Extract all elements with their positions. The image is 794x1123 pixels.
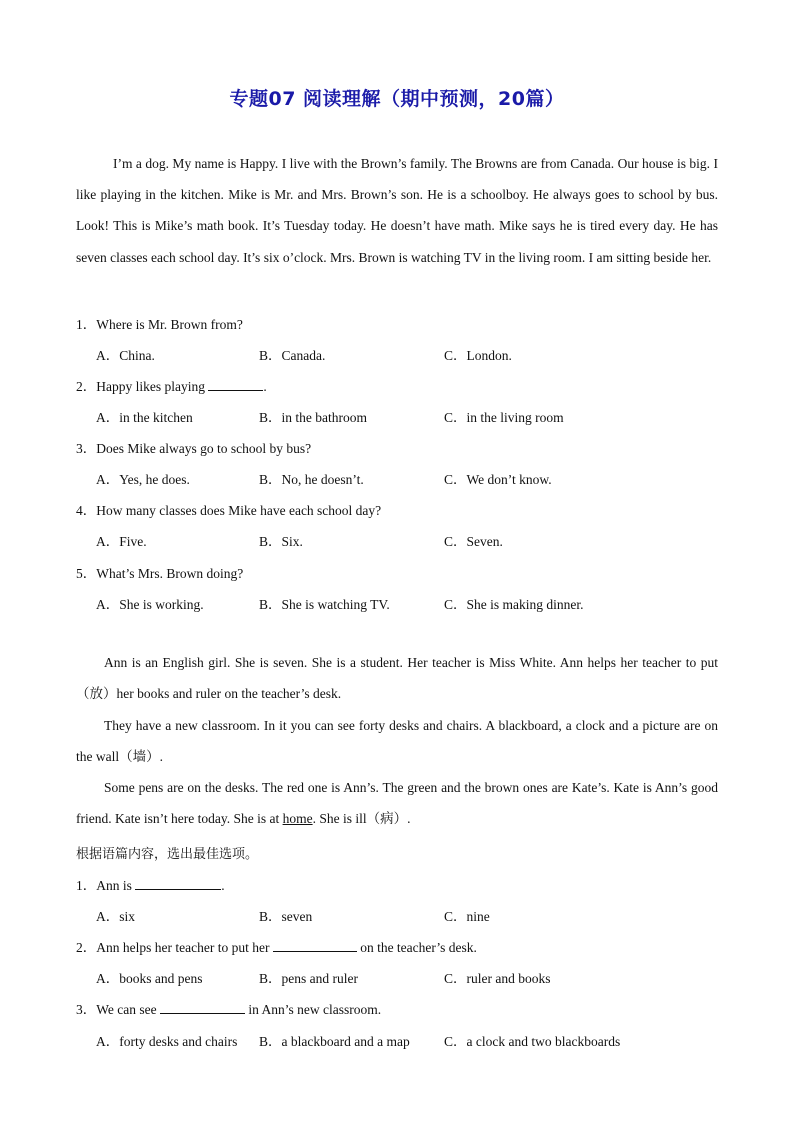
q2-3-option-a[interactable]: A．forty desks and chairs bbox=[96, 1034, 238, 1049]
question-1-2 bbox=[76, 375, 267, 395]
question-1-1: 1．Where is Mr. Brown from? bbox=[76, 317, 243, 332]
question-stem-end: in Ann’s new classroom. bbox=[245, 1002, 382, 1017]
q1-5-option-b[interactable]: B．She is watching TV. bbox=[259, 597, 390, 612]
instruction: 根据语篇内容，选出最佳选项。 bbox=[76, 847, 259, 862]
question-2-3 bbox=[76, 998, 381, 1018]
q1-3-option-b[interactable]: B．No, he doesn’t. bbox=[259, 472, 364, 487]
q1-5-option-c[interactable]: C．She is making dinner. bbox=[444, 597, 584, 612]
q1-3-option-c[interactable]: C．We don’t know. bbox=[444, 472, 552, 487]
page-title: 专题07 阅读理解（期中预测，20篇） bbox=[229, 88, 565, 110]
q1-4-option-b[interactable]: B．Six. bbox=[259, 534, 303, 549]
q1-4-option-c[interactable]: C．Seven. bbox=[444, 534, 503, 549]
q2-1-option-a[interactable]: A．six bbox=[96, 909, 136, 924]
paragraph-text-end: . She is ill（病）. bbox=[312, 811, 411, 827]
question-2-2 bbox=[76, 936, 477, 956]
q2-2-option-c[interactable]: C．ruler and books bbox=[444, 971, 551, 986]
answer-blank bbox=[273, 939, 357, 952]
underlined-word: home bbox=[282, 811, 313, 827]
question-1-3: 3．Does Mike always go to school by bus? bbox=[76, 441, 312, 456]
passage-2-paragraph-3 bbox=[76, 772, 718, 834]
q1-2-option-c[interactable]: C．in the living room bbox=[444, 410, 564, 425]
question-stem: 2．Ann helps her teacher to put her bbox=[76, 940, 273, 955]
passage-2-paragraph-2: They have a new classroom. In it you can see forty desks and chairs. A blackboard, a clock and a picture are on the wall（墙）. bbox=[76, 718, 718, 765]
passage-2-paragraph-1: Ann is an English girl. She is seven. She is a student. Her teacher is Miss White. Ann helps her teacher to put （放）her books and ruler on the teacher’s desk. bbox=[76, 655, 718, 702]
q2-1-option-c[interactable]: C．nine bbox=[444, 909, 490, 924]
q1-3-option-a[interactable]: A．Yes, he does. bbox=[96, 472, 190, 487]
question-1-4: 4．How many classes does Mike have each school day? bbox=[76, 503, 382, 518]
q1-2-option-b[interactable]: B．in the bathroom bbox=[259, 410, 367, 425]
q2-2-option-a[interactable]: A．books and pens bbox=[96, 971, 203, 986]
answer-blank bbox=[160, 1001, 245, 1014]
q2-3-option-c[interactable]: C．a clock and two blackboards bbox=[444, 1034, 621, 1049]
question-stem: 1．Ann is bbox=[76, 878, 136, 893]
q1-2-option-a[interactable]: A．in the kitchen bbox=[96, 410, 193, 425]
question-stem: 3．We can see bbox=[76, 1002, 160, 1017]
question-1-5: 5．What’s Mrs. Brown doing? bbox=[76, 566, 244, 581]
q2-2-option-b[interactable]: B．pens and ruler bbox=[259, 971, 358, 986]
question-stem-end: on the teacher’s desk. bbox=[356, 940, 477, 955]
q1-1-option-a[interactable]: A．China. bbox=[96, 348, 155, 363]
q1-5-option-a[interactable]: A．She is working. bbox=[96, 597, 204, 612]
question-stem-end: . bbox=[221, 878, 225, 893]
passage-1-text: I’m a dog. My name is Happy. I live with the Brown’s family. The Browns are from Canada. Our house is big. I like playing in the kitchen. Mike is Mr. and Mrs. Brown’s son. He is a schoolboy. He always goes to school by bus. Look! This is Mike’s math book. It’s Tuesday today. He doesn’t have math. Mike says he is tired every day. He has seven classes each school day. It’s six o’clock. Mrs. Brown is watching TV in the living room. I am sitting beside her. bbox=[76, 156, 718, 265]
q2-3-option-b[interactable]: B．a blackboard and a map bbox=[259, 1034, 410, 1049]
q2-1-option-b[interactable]: B．seven bbox=[259, 909, 313, 924]
q1-1-option-b[interactable]: B．Canada. bbox=[259, 348, 326, 363]
q1-4-option-a[interactable]: A．Five. bbox=[96, 534, 147, 549]
q1-1-option-c[interactable]: C．London. bbox=[444, 348, 512, 363]
answer-blank bbox=[135, 877, 221, 890]
question-stem: 2．Happy likes playing bbox=[76, 379, 209, 394]
question-stem-end: . bbox=[263, 379, 267, 394]
paragraph-text: Some pens are on the desks. The red one is Ann’s. The green and the brown ones are Kate’s. Kate is Ann’s good friend. Kate isn’t here today. She is at bbox=[76, 780, 718, 827]
answer-blank bbox=[208, 378, 263, 391]
question-2-1 bbox=[76, 874, 225, 894]
